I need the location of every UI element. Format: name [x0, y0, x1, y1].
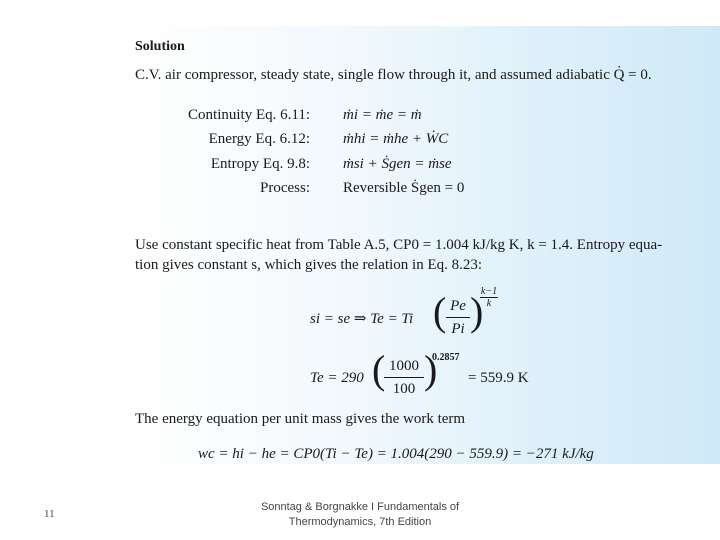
relation-num: Pe: [450, 298, 466, 314]
te-result: = 559.9 K: [468, 370, 529, 386]
citation: [230, 500, 490, 530]
relation-exp-den: k: [486, 298, 492, 309]
entropy-expr: ṁsi + Ṡgen = ṁse: [343, 156, 452, 172]
te-num: 1000: [389, 358, 419, 374]
relation-paren-open: (: [433, 289, 447, 334]
energy-label: Energy Eq. 6.12:: [208, 131, 310, 147]
work-equation: wc = hi − he = CP0(Ti − Te) = 1.004(290 − 559.9) = −271 kJ/kg: [198, 446, 594, 462]
te-den: 100: [392, 381, 416, 397]
relation-lhs: si = se ⇒ Te = Ti: [310, 311, 414, 327]
citation-line2: Thermodynamics, 7th Edition: [288, 516, 432, 528]
relation-exp-num: k−1: [480, 286, 498, 297]
entropy-label: Entropy Eq. 9.8:: [210, 156, 310, 172]
solution-heading: Solution: [135, 39, 185, 54]
citation-line1: Sonntag & Borgnakke I Fundamentals of: [260, 501, 460, 513]
relation-den: Pi: [451, 321, 465, 337]
continuity-expr: ṁi = ṁe = ṁ: [343, 107, 422, 123]
para2-line2: tion gives constant s, which gives the relation in Eq. 8.23:: [135, 257, 483, 273]
te-exponent: 0.2857: [432, 352, 460, 363]
te-fraction-bar: [384, 377, 424, 378]
intro-text: C.V. air compressor, steady state, single flow through it, and assumed adiabatic Q̇ = 0.: [135, 67, 652, 83]
te-paren-open: (: [372, 347, 386, 392]
para3-text: The energy equation per unit mass gives the work term: [135, 411, 466, 427]
energy-expr: ṁhi = ṁhe + ẆC: [343, 131, 449, 147]
te-paren-close: ): [424, 347, 438, 392]
te-lhs: Te = 290: [310, 370, 364, 386]
continuity-label: Continuity Eq. 6.11:: [188, 107, 310, 123]
page-number: 11: [44, 508, 55, 520]
process-expr: Reversible Ṡgen = 0: [343, 180, 465, 196]
relation-paren-close: ): [470, 289, 484, 334]
para2-line1: Use constant specific heat from Table A.5, CP0 = 1.004 kJ/kg K, k = 1.4. Entropy equa-: [135, 237, 663, 253]
relation-fraction-bar: [446, 317, 470, 318]
process-label: Process:: [260, 180, 310, 196]
